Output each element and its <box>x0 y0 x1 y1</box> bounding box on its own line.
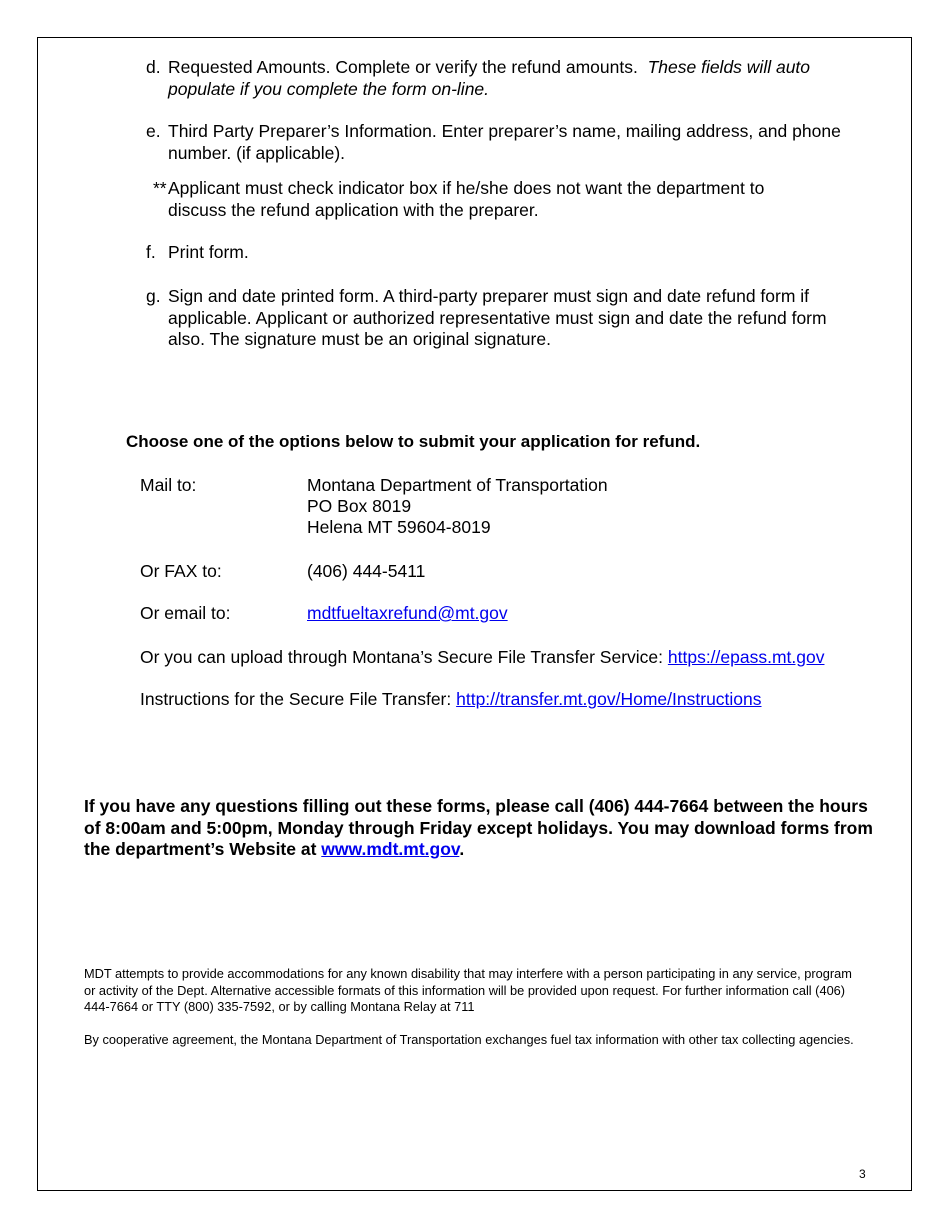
item-marker-f: f. <box>146 242 156 262</box>
instruction-item-e <box>0 121 950 166</box>
questions-paragraph <box>84 796 884 861</box>
item-d-italic-note: These fields will auto populate if you complete the form on-line. <box>168 57 811 99</box>
submit-heading: Choose one of the options below to submit your application for refund. <box>126 432 701 451</box>
email-link[interactable]: mdtfueltaxrefund@mt.gov <box>307 603 508 623</box>
instruction-note <box>0 178 950 223</box>
transfer-instructions-link[interactable]: http://transfer.mt.gov/Home/Instructions <box>456 689 762 709</box>
note-marker: ** <box>153 178 167 198</box>
item-g-text: Sign and date printed form. A third-party preparer must sign and date refund form if applicable. Applicant or authorized representative must sign and date the refund form also. The signature must be an original signature. <box>168 286 827 349</box>
email-label: Or email to: <box>140 603 231 623</box>
instruction-item-f <box>0 242 950 264</box>
item-d-text: Requested Amounts. Complete or verify the refund amounts. <box>168 57 638 77</box>
upload-line <box>140 647 824 668</box>
cooperative-agreement-notice: By cooperative agreement, the Montana Department of Transportation exchanges fuel tax information with other tax collecting agencies. <box>84 1032 854 1047</box>
transfer-instructions-line <box>140 689 762 710</box>
mail-label: Mail to: <box>140 475 197 495</box>
mail-address-line2: PO Box 8019 <box>307 496 412 516</box>
questions-end: . <box>459 839 465 859</box>
note-text: Applicant must check indicator box if he/she does not want the department to discuss the refund application with the preparer. <box>168 178 765 220</box>
mdt-website-link[interactable]: www.mdt.mt.gov <box>321 839 460 859</box>
page-number: 3 <box>859 1167 866 1181</box>
upload-text: Or you can upload through Montana’s Secure File Transfer Service: <box>140 647 668 667</box>
item-f-text: Print form. <box>168 242 249 262</box>
epass-link[interactable]: https://epass.mt.gov <box>667 647 825 667</box>
item-marker-g: g. <box>146 286 161 306</box>
mail-address <box>307 475 608 538</box>
fax-number: (406) 444-5411 <box>307 561 426 581</box>
accommodations-notice: MDT attempts to provide accommodations for any known disability that may interfere with a person participating in any service, program or activity of the Dept. Alternative accessible formats of this information will be provided upon request. For further information call (406) 444-7664 or TTY (800) 335-7592, or by calling Montana Relay at 711 <box>84 966 852 1014</box>
instruction-item-d <box>0 57 950 102</box>
mail-address-line1: Montana Department of Transportation <box>307 475 608 495</box>
questions-text: If you have any questions filling out these forms, please call (406) 444-7664 between the hours of 8:00am and 5:00pm, Monday through Friday except holidays. You may download forms from the department’s Website at <box>84 796 873 859</box>
mail-address-line3: Helena MT 59604-8019 <box>307 517 491 537</box>
fax-label: Or FAX to: <box>140 561 222 581</box>
transfer-instructions-text: Instructions for the Secure File Transfer: <box>140 689 457 709</box>
item-marker-e: e. <box>146 121 161 141</box>
item-marker-d: d. <box>146 57 161 77</box>
instruction-item-g <box>0 286 950 352</box>
item-e-text: Third Party Preparer’s Information. Enter preparer’s name, mailing address, and phone number. (if applicable). <box>168 121 841 163</box>
